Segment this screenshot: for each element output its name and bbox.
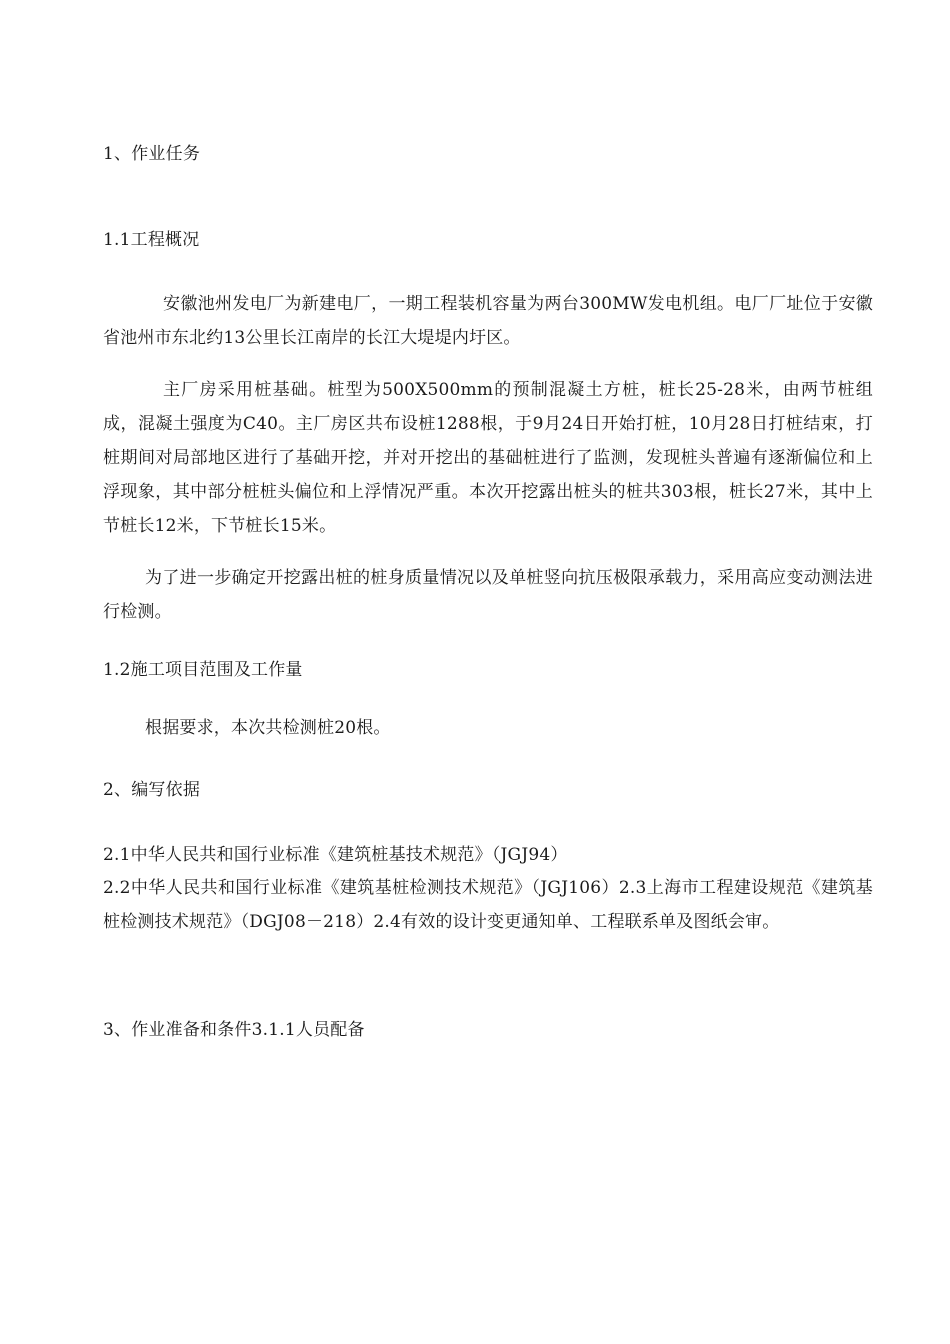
section-3-heading: 3、作业准备和条件3.1.1人员配备 bbox=[103, 1020, 365, 1040]
section-1-2-heading: 1.2施工项目范围及工作量 bbox=[103, 660, 303, 680]
section-1-1-paragraph-2: 主厂房采用桩基础。桩型为500X500mm的预制混凝土方桩，桩长25-28米，由两节桩组成，混凝土强度为C40。主厂房区共布设桩1288根，于9月24日开始打桩，10月28日打桩结束，打桩期间对局部地区进行了基础开挖，并对开挖出的基础桩进行了监测，发现桩头普遍有逐渐偏位和上浮现象，其中部分桩桩头偏位和上浮情况严重。本次开挖露出桩头的桩共303根，桩长27米，其中上节桩长12米，下节桩长15米。 bbox=[103, 380, 873, 536]
section-2-heading: 2、编写依据 bbox=[103, 780, 201, 800]
section-1-1-paragraph-3: 为了进一步确定开挖露出桩的桩身质量情况以及单桩竖向抗压极限承载力，采用高应变动测法进行检测。 bbox=[103, 568, 873, 622]
section-1-1-paragraph-1: 安徽池州发电厂为新建电厂，一期工程装机容量为两台300MW发电机组。电厂厂址位于安徽省池州市东北约13公里长江南岸的长江大堤堤内圩区。 bbox=[103, 294, 873, 348]
section-1-heading: 1、作业任务 bbox=[103, 144, 201, 164]
section-2-2-paragraph: 2.2中华人民共和国行业标准《建筑基桩检测技术规范》（JGJ106）2.3上海市工程建设规范《建筑基桩检测技术规范》（DGJ08－218）2.4有效的设计变更通知单、工程联系单及图纸会审。 bbox=[103, 878, 873, 932]
section-1-1-heading: 1.1工程概况 bbox=[103, 230, 200, 250]
section-2-1-line: 2.1中华人民共和国行业标准《建筑桩基技术规范》（JGJ94） bbox=[103, 845, 568, 865]
section-1-2-paragraph: 根据要求，本次共检测桩20根。 bbox=[145, 718, 391, 738]
